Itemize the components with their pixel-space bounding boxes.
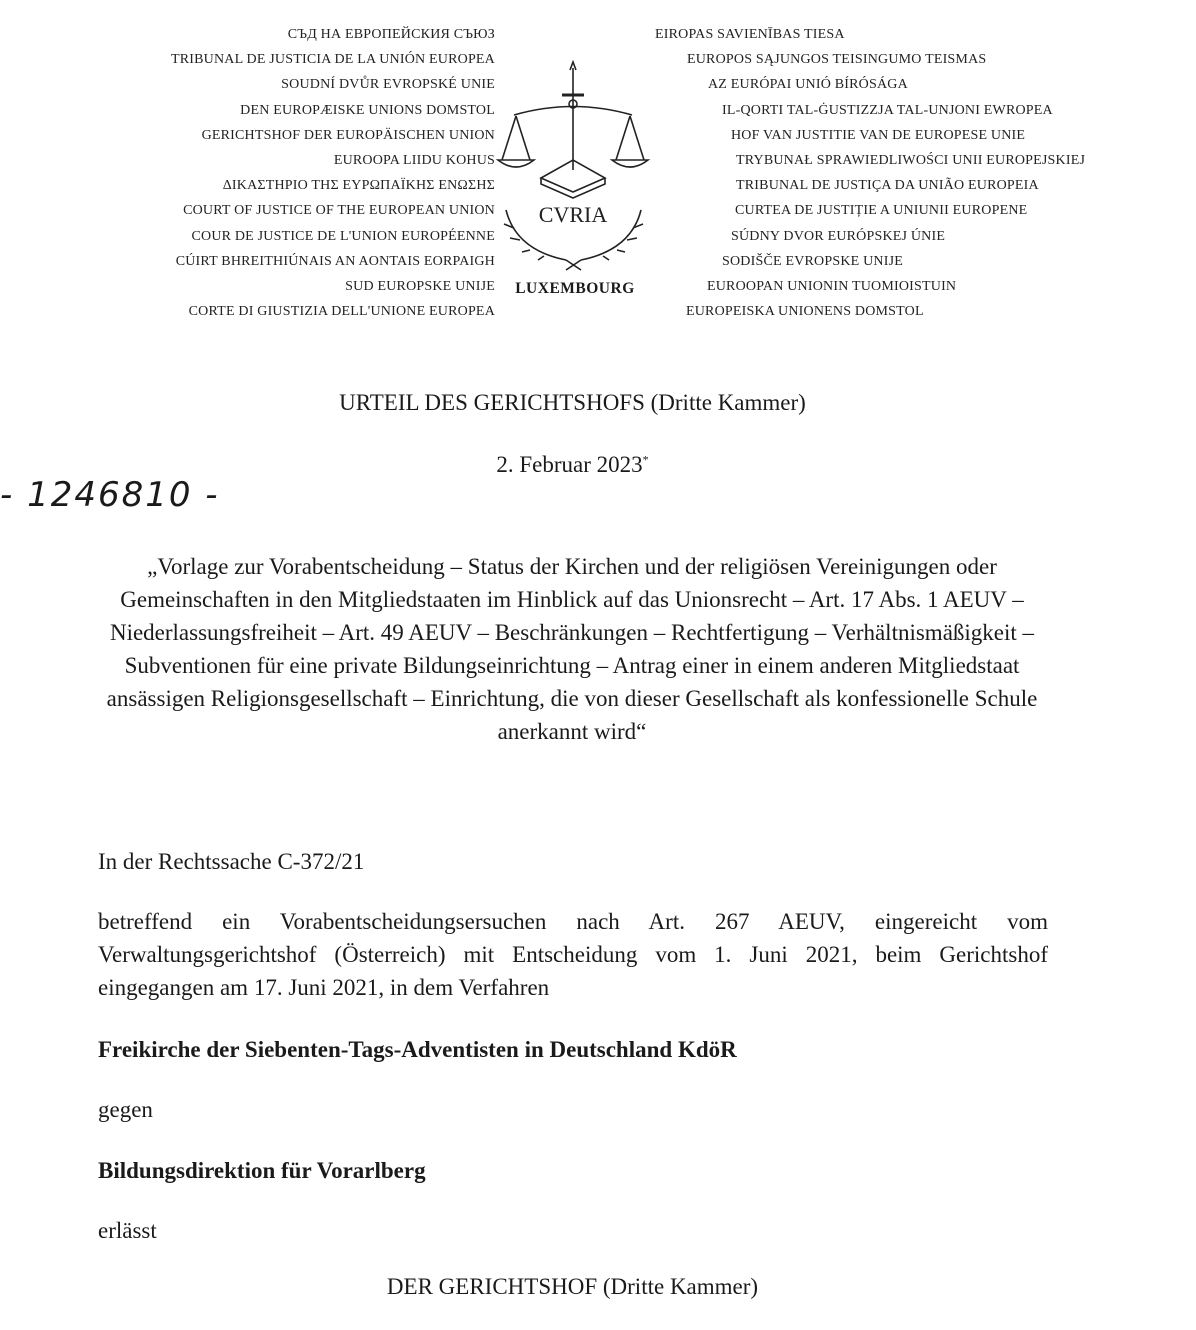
versus-label: gegen [98,1097,153,1122]
keywords-block: „Vorlage zur Vorabentscheidung – Status der Kirchen und der religiösen Vereinigungen oder Gemeinschaften in den Mitgliedstaaten im Hinblick auf das Unionsrecht – Art. 17 Abs. 1 AEUV – Niederlassungsfreiheit – Art. 49 AEUV – Beschränkungen – Rechtfertigung – Verhältnismäßigkeit – Subventionen für eine private Bildungseinrichtung – Antrag einer in einem anderen Mitgliedstaat ansässigen Religionsgesellschaft – Einrichtung, die von dieser Gesellschaft als konfessionelle Schule anerkannt wird“ [106,554,1038,744]
court-name: CORTE DI GIUSTIZIA DELL'UNIONE EUROPEA [188,304,495,320]
curia-emblem-icon [486,60,661,275]
court-name: SÚDNY DVOR EURÓPSKEJ ÚNIE [731,228,946,244]
emblem-text: CVRIA [538,202,608,227]
court-name: TRIBUNAL DE JUSTICIA DE LA UNIÓN EUROPEA [170,52,495,68]
case-line: In der Rechtssache C-372/21 [98,849,365,874]
judgment-title: URTEIL DES GERICHTSHOFS (Dritte Kammer) [339,390,806,415]
court-name: EUROPOS SĄJUNGOS TEISINGUMO TEISMAS [687,52,987,68]
date-text: 2. Februar 2023 [496,452,643,477]
court-name: СЪД НА ЕВРОПЕЙСКИЯ СЪЮЗ [287,27,495,42]
court-name: SUD EUROPSKE UNIJE [345,278,495,294]
court-name: SODIŠČE EVROPSKE UNIJE [722,253,903,269]
court-name: AZ EURÓPAI UNIÓ BÍRÓSÁGA [708,77,908,93]
court-name: ΔΙΚΑΣΤΗΡΙΟ ΤΗΣ ΕΥΡΩΠΑΪΚΗΣ ΕΝΩΣΗΣ [222,178,495,194]
court-name: IL-QORTI TAL-ĠUSTIZZJA TAL-UNJONI EWROPEA [722,102,1053,118]
court-name: GERICHTSHOF DER EUROPÄISCHEN UNION [201,127,495,143]
court-heading: DER GERICHTSHOF (Dritte Kammer) [386,1274,759,1299]
request-paragraph: betreffend ein Vorabentscheidungsersuchen nach Art. 267 AEUV, eingereicht vom Verwaltungsgerichtshof (Österreich) mit Entscheidung vom 1. Juni 2021, beim Gerichtshof eingegangen am 17. Juni 2021, in dem Verfahren [98,909,1048,1000]
court-name: HOF VAN JUSTITIE VAN DE EUROPESE UNIE [731,127,1026,143]
court-name: DEN EUROPÆISKE UNIONS DOMSTOL [240,102,495,118]
court-name: TRIBUNAL DE JUSTIÇA DA UNIÃO EUROPEIA [736,178,1039,194]
court-name: TRYBUNAŁ SPRAWIEDLIWOŚCI UNII EUROPEJSKIEJ [736,152,1086,168]
court-name: CÚIRT BHREITHIÚNAIS AN AONTAIS EORPAIGH [175,253,495,269]
court-name: EIROPAS SAVIENĪBAS TIESA [655,27,845,42]
court-name: COUR DE JUSTICE DE L'UNION EUROPÉENNE [191,228,495,244]
court-location: LUXEMBOURG [515,280,635,297]
court-name: EUROOPA LIIDU KOHUS [333,152,495,168]
handwritten-note [0,468,260,518]
applicant-party: Freikirche der Siebenten-Tags-Adventisten in Deutschland KdöR [98,1037,737,1062]
court-name: COURT OF JUSTICE OF THE EUROPEAN UNION [183,203,495,219]
court-name: EUROOPAN UNIONIN TUOMIOISTUIN [707,278,957,294]
issues-label: erlässt [98,1218,157,1243]
court-name: SOUDNÍ DVŮR EVROPSKÉ UNIE [281,77,495,93]
court-name: EUROPEISKA UNIONENS DOMSTOL [686,304,924,320]
court-name: CURTEA DE JUSTIȚIE A UNIUNII EUROPENE [735,203,1028,219]
handwritten-text: - 1246810 - [0,475,220,515]
footnote-mark: * [642,452,649,467]
defendant-party: Bildungsdirektion für Vorarlberg [98,1158,426,1183]
